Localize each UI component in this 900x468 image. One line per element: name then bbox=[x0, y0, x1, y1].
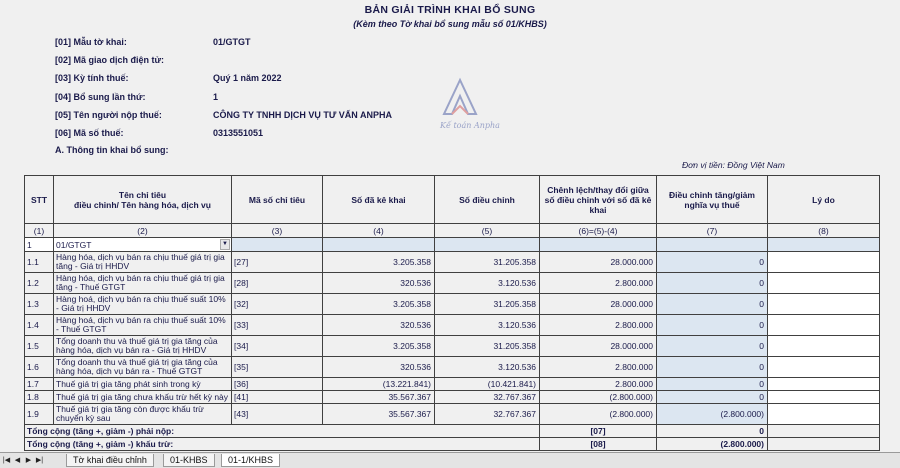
table-row bbox=[25, 391, 880, 404]
info-value-taxpayer-name[interactable]: CÔNG TY TNHH DỊCH VỤ TƯ VẤN ANPHA bbox=[213, 110, 392, 120]
group-cell bbox=[232, 238, 323, 252]
adjustment-table bbox=[24, 175, 880, 451]
row-tax-adjustment[interactable]: (2.800.000) bbox=[657, 404, 768, 425]
row-tax-adjustment[interactable]: 0 bbox=[657, 252, 768, 273]
group-cell bbox=[323, 238, 435, 252]
info-value-tax-id[interactable]: 0313551051 bbox=[213, 128, 264, 138]
row-tax-adjustment[interactable]: 0 bbox=[657, 357, 768, 378]
table-row bbox=[25, 404, 880, 425]
row-adjusted: 32.767.367 bbox=[435, 391, 540, 404]
index-cell: (5) bbox=[435, 224, 540, 238]
total-payable-row bbox=[25, 425, 880, 438]
total-deductible-label: Tổng cộng (tăng +, giảm -) khấu trừ: bbox=[25, 438, 540, 451]
row-code: [43] bbox=[232, 404, 323, 425]
index-cell: (7) bbox=[657, 224, 768, 238]
col-header-code: Mã số chỉ tiêu bbox=[232, 176, 323, 224]
row-declared: 3.205.358 bbox=[323, 252, 435, 273]
info-value-tax-period[interactable]: Quý 1 năm 2022 bbox=[213, 73, 282, 83]
logo-text: Kế toán Anpha bbox=[440, 121, 500, 130]
row-adjusted: 31.205.358 bbox=[435, 252, 540, 273]
row-declared: (13.221.841) bbox=[323, 378, 435, 391]
col-header-difference: Chênh lệch/thay đổi giữa số điều chỉnh với số đã kê khai bbox=[540, 176, 657, 224]
row-stt: 1.4 bbox=[25, 315, 54, 336]
row-code: [34] bbox=[232, 336, 323, 357]
group-cell bbox=[540, 238, 657, 252]
row-adjusted: 3.120.536 bbox=[435, 357, 540, 378]
table-header-row bbox=[25, 176, 880, 224]
info-value-amendment-no[interactable]: 1 bbox=[213, 92, 219, 102]
row-adjusted: 3.120.536 bbox=[435, 315, 540, 336]
row-tax-adjustment[interactable]: 0 bbox=[657, 294, 768, 315]
row-reason-input[interactable] bbox=[768, 378, 880, 391]
tab-adjustment-declaration[interactable]: Tờ khai điều chỉnh bbox=[66, 454, 154, 467]
prev-sheet-button[interactable]: ◀ bbox=[14, 457, 21, 464]
group-cell bbox=[657, 238, 768, 252]
total-payable-label: Tổng cộng (tăng +, giảm -) phải nộp: bbox=[25, 425, 540, 438]
row-name: Thuế giá trị gia tăng còn được khấu trừ chuyển kỳ sau bbox=[54, 404, 232, 425]
row-adjusted: 31.205.358 bbox=[435, 294, 540, 315]
currency-unit: Đơn vị tiền: Đồng Việt Nam bbox=[682, 160, 785, 170]
row-declared: 35.567.367 bbox=[323, 404, 435, 425]
row-declared: 320.536 bbox=[323, 273, 435, 294]
col-header-name: Tên chỉ tiêu điều chỉnh/ Tên hàng hóa, dịch vụ bbox=[54, 176, 232, 224]
col-header-tax-adjustment: Điều chỉnh tăng/giảm nghĩa vụ thuế bbox=[657, 176, 768, 224]
tab-01-1-khbs[interactable]: 01-1/KHBS bbox=[221, 454, 280, 467]
row-adjusted: 3.120.536 bbox=[435, 273, 540, 294]
row-code: [33] bbox=[232, 315, 323, 336]
table-row bbox=[25, 378, 880, 391]
row-code: [32] bbox=[232, 294, 323, 315]
info-label-taxpayer-name: [05] Tên người nộp thuế: bbox=[55, 110, 162, 120]
row-name: Tổng doanh thu và thuế giá trị gia tăng của hàng hóa, dịch vụ bán ra - Giá trị HHDV bbox=[54, 336, 232, 357]
row-tax-adjustment[interactable]: 0 bbox=[657, 336, 768, 357]
row-difference: 28.000.000 bbox=[540, 294, 657, 315]
row-stt: 1.5 bbox=[25, 336, 54, 357]
row-code: [27] bbox=[232, 252, 323, 273]
form-select-value: 01/GTGT bbox=[56, 239, 92, 250]
row-difference: 28.000.000 bbox=[540, 336, 657, 357]
index-cell: (8) bbox=[768, 224, 880, 238]
row-stt: 1.2 bbox=[25, 273, 54, 294]
row-code: [35] bbox=[232, 357, 323, 378]
index-cell: (2) bbox=[54, 224, 232, 238]
row-code: [36] bbox=[232, 378, 323, 391]
row-code: [41] bbox=[232, 391, 323, 404]
total-deductible-code: [08] bbox=[540, 438, 657, 451]
row-stt: 1.7 bbox=[25, 378, 54, 391]
row-name: Thuế giá trị gia tăng chưa khấu trừ hết kỳ này bbox=[54, 391, 232, 404]
row-stt: 1.9 bbox=[25, 404, 54, 425]
row-tax-adjustment[interactable]: 0 bbox=[657, 378, 768, 391]
row-reason-input[interactable] bbox=[768, 391, 880, 404]
info-value-form[interactable]: 01/GTGT bbox=[213, 37, 251, 47]
group-cell bbox=[435, 238, 540, 252]
row-name: Tổng doanh thu và thuế giá trị gia tăng của hàng hóa, dịch vụ bán ra - Thuế GTGT bbox=[54, 357, 232, 378]
row-difference: 2.800.000 bbox=[540, 378, 657, 391]
row-name: Hàng hoá, dịch vụ bán ra chịu thuế suất 10% - Giá trị HHDV bbox=[54, 294, 232, 315]
group-row bbox=[25, 238, 880, 252]
row-tax-adjustment[interactable]: 0 bbox=[657, 273, 768, 294]
form-select[interactable] bbox=[54, 238, 232, 252]
info-label-form: [01] Mẫu tờ khai: bbox=[55, 37, 127, 47]
index-row bbox=[25, 224, 880, 238]
row-declared: 35.567.367 bbox=[323, 391, 435, 404]
total-deductible-value: (2.800.000) bbox=[657, 438, 768, 451]
info-label-section-a: A. Thông tin khai bổ sung: bbox=[55, 145, 169, 155]
row-reason-input[interactable] bbox=[768, 357, 880, 378]
col-header-stt: STT bbox=[25, 176, 54, 224]
row-declared: 3.205.358 bbox=[323, 294, 435, 315]
row-reason-input[interactable] bbox=[768, 252, 880, 273]
table-row bbox=[25, 273, 880, 294]
index-cell: (6)=(5)-(4) bbox=[540, 224, 657, 238]
row-difference: 28.000.000 bbox=[540, 252, 657, 273]
row-difference: (2.800.000) bbox=[540, 391, 657, 404]
table-row bbox=[25, 252, 880, 273]
page-subtitle: (Kèm theo Tờ khai bổ sung mẫu số 01/KHBS) bbox=[353, 19, 547, 29]
row-name: Hàng hóa, dịch vụ bán ra chịu thuế giá trị gia tăng - Thuế GTGT bbox=[54, 273, 232, 294]
index-cell: (3) bbox=[232, 224, 323, 238]
row-adjusted: (10.421.841) bbox=[435, 378, 540, 391]
table-row bbox=[25, 294, 880, 315]
row-tax-adjustment[interactable]: 0 bbox=[657, 315, 768, 336]
info-label-transaction-code: [02] Mã giao dịch điện tử: bbox=[55, 55, 165, 65]
table-row bbox=[25, 315, 880, 336]
row-reason-input[interactable] bbox=[768, 273, 880, 294]
total-payable-code: [07] bbox=[540, 425, 657, 438]
row-adjusted: 31.205.358 bbox=[435, 336, 540, 357]
row-reason-input[interactable] bbox=[768, 404, 880, 425]
index-cell: (1) bbox=[25, 224, 54, 238]
row-name: Hàng hoá, dịch vụ bán ra chịu thuế suất 10% - Thuế GTGT bbox=[54, 315, 232, 336]
row-declared: 320.536 bbox=[323, 357, 435, 378]
anpha-watermark-logo bbox=[438, 76, 528, 136]
total-empty-cell bbox=[768, 425, 880, 438]
total-payable-value: 0 bbox=[657, 425, 768, 438]
total-deductible-row bbox=[25, 438, 880, 451]
row-difference: (2.800.000) bbox=[540, 404, 657, 425]
row-stt: 1.3 bbox=[25, 294, 54, 315]
first-sheet-button[interactable]: |◀ bbox=[2, 457, 11, 464]
row-declared: 3.205.358 bbox=[323, 336, 435, 357]
row-reason-input[interactable] bbox=[768, 294, 880, 315]
group-stt: 1 bbox=[25, 238, 54, 252]
group-cell bbox=[768, 238, 880, 252]
col-header-reason: Lý do bbox=[768, 176, 880, 224]
chevron-down-icon[interactable]: ▼ bbox=[220, 239, 230, 250]
info-label-tax-period: [03] Kỳ tính thuế: bbox=[55, 73, 129, 83]
row-reason-input[interactable] bbox=[768, 315, 880, 336]
page-title: BẢN GIẢI TRÌNH KHAI BỔ SUNG bbox=[364, 4, 536, 16]
row-difference: 2.800.000 bbox=[540, 357, 657, 378]
sheet-tab-bar bbox=[0, 452, 900, 468]
row-adjusted: 32.767.367 bbox=[435, 404, 540, 425]
logo-triangle-icon bbox=[444, 80, 476, 114]
info-label-tax-id: [06] Mã số thuế: bbox=[55, 128, 124, 138]
next-sheet-button[interactable]: ▶ bbox=[25, 457, 32, 464]
table-row bbox=[25, 336, 880, 357]
row-difference: 2.800.000 bbox=[540, 273, 657, 294]
row-tax-adjustment[interactable]: 0 bbox=[657, 391, 768, 404]
row-difference: 2.800.000 bbox=[540, 315, 657, 336]
tab-01-khbs[interactable]: 01-KHBS bbox=[163, 454, 215, 467]
col-header-adjusted: Số điều chỉnh bbox=[435, 176, 540, 224]
row-name: Thuế giá trị gia tăng phát sinh trong kỳ bbox=[54, 378, 232, 391]
row-declared: 320.536 bbox=[323, 315, 435, 336]
row-stt: 1.6 bbox=[25, 357, 54, 378]
row-stt: 1.1 bbox=[25, 252, 54, 273]
row-name: Hàng hóa, dịch vụ bán ra chịu thuế giá trị gia tăng - Giá trị HHDV bbox=[54, 252, 232, 273]
col-header-declared: Số đã kê khai bbox=[323, 176, 435, 224]
last-sheet-button[interactable]: ▶| bbox=[35, 457, 44, 464]
table-row bbox=[25, 357, 880, 378]
row-stt: 1.8 bbox=[25, 391, 54, 404]
info-label-amendment-no: [04] Bổ sung lần thứ: bbox=[55, 92, 146, 102]
row-reason-input[interactable] bbox=[768, 336, 880, 357]
total-empty-cell bbox=[768, 438, 880, 451]
index-cell: (4) bbox=[323, 224, 435, 238]
row-code: [28] bbox=[232, 273, 323, 294]
